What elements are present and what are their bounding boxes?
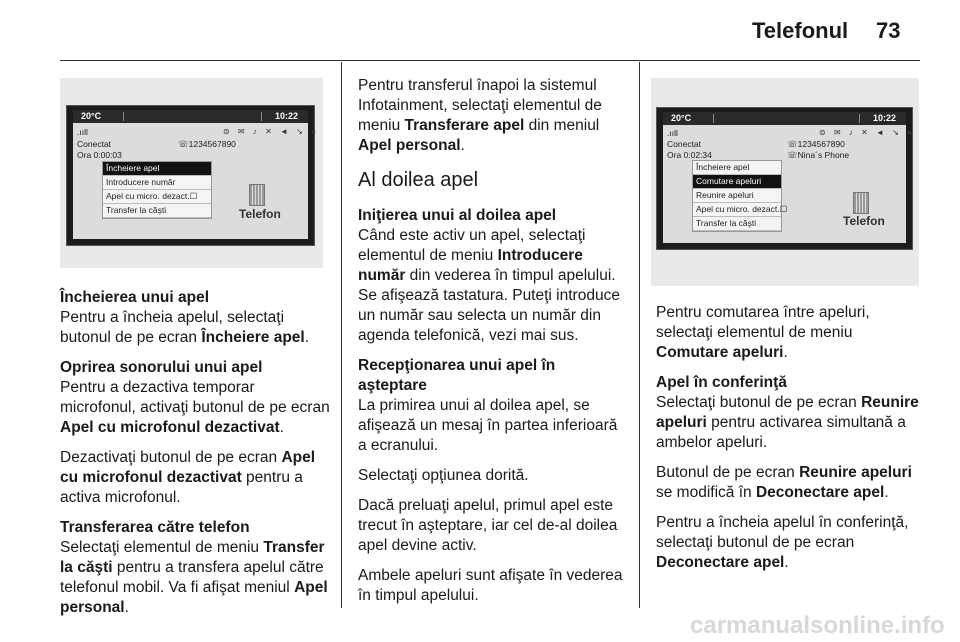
column-2 <box>358 76 626 616</box>
temperature: 20°C <box>81 111 102 121</box>
infotainment-screen-2 <box>656 107 913 250</box>
status-icons: ⊜ ✉ ♪ ✕ ◄ ↘ ● <box>223 127 319 136</box>
para-unmute: Dezactivaţi butonul de pe ecran Apel cu microfonul dezactivat pentru a activa microfonul. <box>60 449 316 506</box>
menu-item-merge-calls[interactable]: Reunire apeluri <box>693 189 781 203</box>
column-3 <box>656 303 928 583</box>
phone-icon <box>853 192 869 214</box>
section-title-second-call: Al doilea apel <box>358 169 479 191</box>
watermark: carmanualsonline.info <box>690 612 945 639</box>
para-conf-3: Pentru a încheia apelul în conferinţă, selectaţi butonul de pe ecran Deconectare apel. <box>656 514 909 571</box>
menu-item-switch-calls[interactable]: Comutare apeluri <box>693 175 781 189</box>
para-transfer: Selectaţi elementul de meniu Transfer la căşti pentru a transfera apelul către telefonul mobil. Va fi afişat meniul Apel personal. <box>60 539 328 616</box>
para-conf-2: Butonul de pe ecran Reunire apeluri se modifică în Deconectare apel. <box>656 464 912 501</box>
menu-item-transfer-handset[interactable]: Transfer la căşti <box>693 217 781 231</box>
temperature: 20°C <box>671 113 692 123</box>
header-rule <box>60 60 920 61</box>
para-conf-1: Selectaţi butonul de pe ecran Reunire apeluri pentru activarea simultană a ambelor apeluri. <box>656 394 919 451</box>
phone-number: ☏1234567890 <box>178 139 236 149</box>
call-menu <box>102 161 212 219</box>
page-number: 73 <box>876 18 901 43</box>
para-wait-1: La primirea unui al doilea apel, se afişează un mesaj în partea inferioară a ecranului. <box>358 397 618 454</box>
page-header-title: Telefonul <box>752 18 849 43</box>
infotainment-screen-1 <box>66 105 319 246</box>
para-init-second: Când este activ un apel, selectaţi elementul de meniu Introducere număr din vederea în timpul apelului. Se afişează tastatura. Puteţi introduce un număr sau selecta un număr din agenda telefonică, vezi mai sus. <box>358 227 620 344</box>
second-caller: ☏Nina´s Phone <box>787 150 850 160</box>
phone-label: Telefon <box>843 214 885 228</box>
para-wait-2: Selectaţi opţiunea dorită. <box>358 467 529 484</box>
clock: 10:22 <box>274 111 298 121</box>
clock: 10:22 <box>872 113 896 123</box>
para-end-call: Pentru a încheia apelul, selectaţi butonul de pe ecran Încheiere apel. <box>60 309 310 346</box>
heading-init-second: Iniţierea unui al doilea apel <box>358 207 557 224</box>
para-switch-calls: Pentru comutarea între apeluri, selectaţi elementul de meniu Comutare apeluri. <box>656 304 870 361</box>
heading-conference: Apel în conferinţă <box>656 374 787 391</box>
column-divider-2 <box>639 62 640 608</box>
phone-label: Telefon <box>239 207 281 221</box>
menu-item-end-call[interactable]: Încheiere apel <box>103 162 211 176</box>
status-connected: Conectat <box>77 139 112 149</box>
menu-item-mute-mic[interactable]: Apel cu micro. dezact.☐ <box>103 190 211 204</box>
call-menu <box>692 160 788 232</box>
signal-icon: .ııll <box>667 128 678 138</box>
menu-item-enter-number[interactable]: Introducere număr <box>103 176 211 190</box>
menu-item-end-call[interactable]: Încheiere apel <box>693 161 781 175</box>
para-wait-4: Ambele apeluri sunt afişate în vederea în timpul apelului. <box>358 567 623 604</box>
heading-transfer: Transferarea către telefon <box>60 519 250 536</box>
figure-2 <box>651 78 919 286</box>
signal-icon: .ııll <box>77 127 88 137</box>
heading-mute: Oprirea sonorului unui apel <box>60 359 263 376</box>
phone-number: ☏1234567890 <box>787 139 845 149</box>
para-mute: Pentru a dezactiva temporar microfonul, activaţi butonul de pe ecran Apel cu microfonul dezactivat. <box>60 379 330 436</box>
heading-end-call: Încheierea unui apel <box>60 289 210 306</box>
menu-item-mute-mic[interactable]: Apel cu micro. dezact.☐ <box>693 203 781 217</box>
call-duration: Ora 0:02:34 <box>667 150 712 160</box>
status-icons: ⊜ ✉ ♪ ✕ ◄ ↘ ● <box>819 128 915 137</box>
heading-call-waiting: Recepţionarea unui apel în aşteptare <box>358 357 556 394</box>
column-1 <box>60 288 330 628</box>
status-connected: Conectat <box>667 139 702 149</box>
call-duration: Ora 0:00:03 <box>77 150 122 160</box>
para-wait-3: Dacă preluaţi apelul, primul apel este trecut în aşteptare, iar cel de-al doilea apel devine activ. <box>358 497 618 554</box>
figure-1 <box>60 78 323 268</box>
para-transfer-back: Pentru transferul înapoi la sistemul Infotainment, selectaţi elementul de meniu Transferare apel din meniul Apel personal. <box>358 77 602 154</box>
phone-icon <box>249 184 265 206</box>
column-divider-1 <box>341 62 342 608</box>
menu-item-transfer-handset[interactable]: Transfer la căşti <box>103 204 211 218</box>
